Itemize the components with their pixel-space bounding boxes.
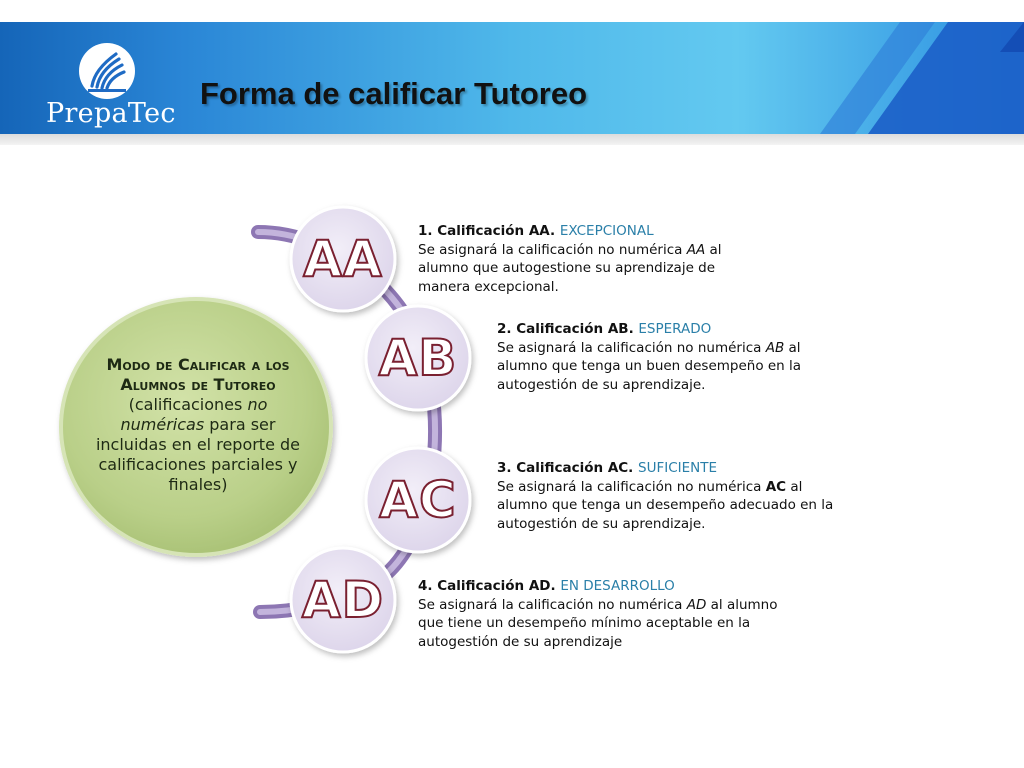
desc-ad (418, 577, 793, 652)
desc-ab (497, 320, 817, 395)
desc-aa-level: EXCEPCIONAL (559, 223, 654, 239)
center-text-rest: para ser incluidas en el reporte de calificaciones parciales y finales) (95, 415, 301, 494)
label-aa: AA (303, 230, 383, 288)
desc-ad-level: EN DESARROLLO (560, 578, 675, 594)
desc-ac (497, 459, 847, 534)
desc-aa-code: AA (686, 241, 706, 258)
desc-ad-head: 4. Calificación AD. (418, 578, 561, 594)
center-description (88, 355, 308, 495)
desc-aa (418, 222, 738, 297)
page-title: Forma de calificar Tutoreo (200, 76, 588, 111)
desc-ac-code: AC (765, 478, 787, 495)
label-ad: AD (301, 571, 385, 629)
desc-aa-body: Se asignará la calificación no numérica AA al alumno que autogestione su aprendizaje de manera excepcional. (418, 241, 722, 296)
center-emphasis: no numéricas (120, 395, 268, 434)
logo-wordmark: PrepaTec (46, 98, 176, 129)
desc-ac-body: Se asignará la calificación no numérica AC al alumno que tenga un desempeño adecuado en la autogestión de su aprendizaje. (497, 478, 834, 533)
desc-ab-body: Se asignará la calificación no numérica AB al alumno que tenga un buen desempeño en la autogestión de su aprendizaje. (497, 339, 802, 394)
label-ab: AB (378, 329, 458, 387)
center-heading: Modo de Calificar a los Alumnos de Tutoreo (106, 355, 290, 394)
desc-ab-level: ESPERADO (638, 321, 712, 337)
desc-ac-head: 3. Calificación AC. (497, 460, 639, 476)
desc-ad-body: Se asignará la calificación no numérica AD al alumno que tiene un desempeño mínimo aceptable en la autogestión de su aprendizaje (418, 596, 778, 651)
desc-ab-code: AB (765, 339, 785, 356)
desc-ab-head: 2. Calificación AB. (497, 321, 639, 337)
label-ac: AC (379, 471, 457, 529)
desc-ad-code: AD (686, 596, 707, 613)
desc-ac-level: SUFICIENTE (638, 460, 718, 476)
desc-aa-head: 1. Calificación AA. (418, 223, 560, 239)
center-paren-open: (calificaciones (128, 395, 248, 414)
